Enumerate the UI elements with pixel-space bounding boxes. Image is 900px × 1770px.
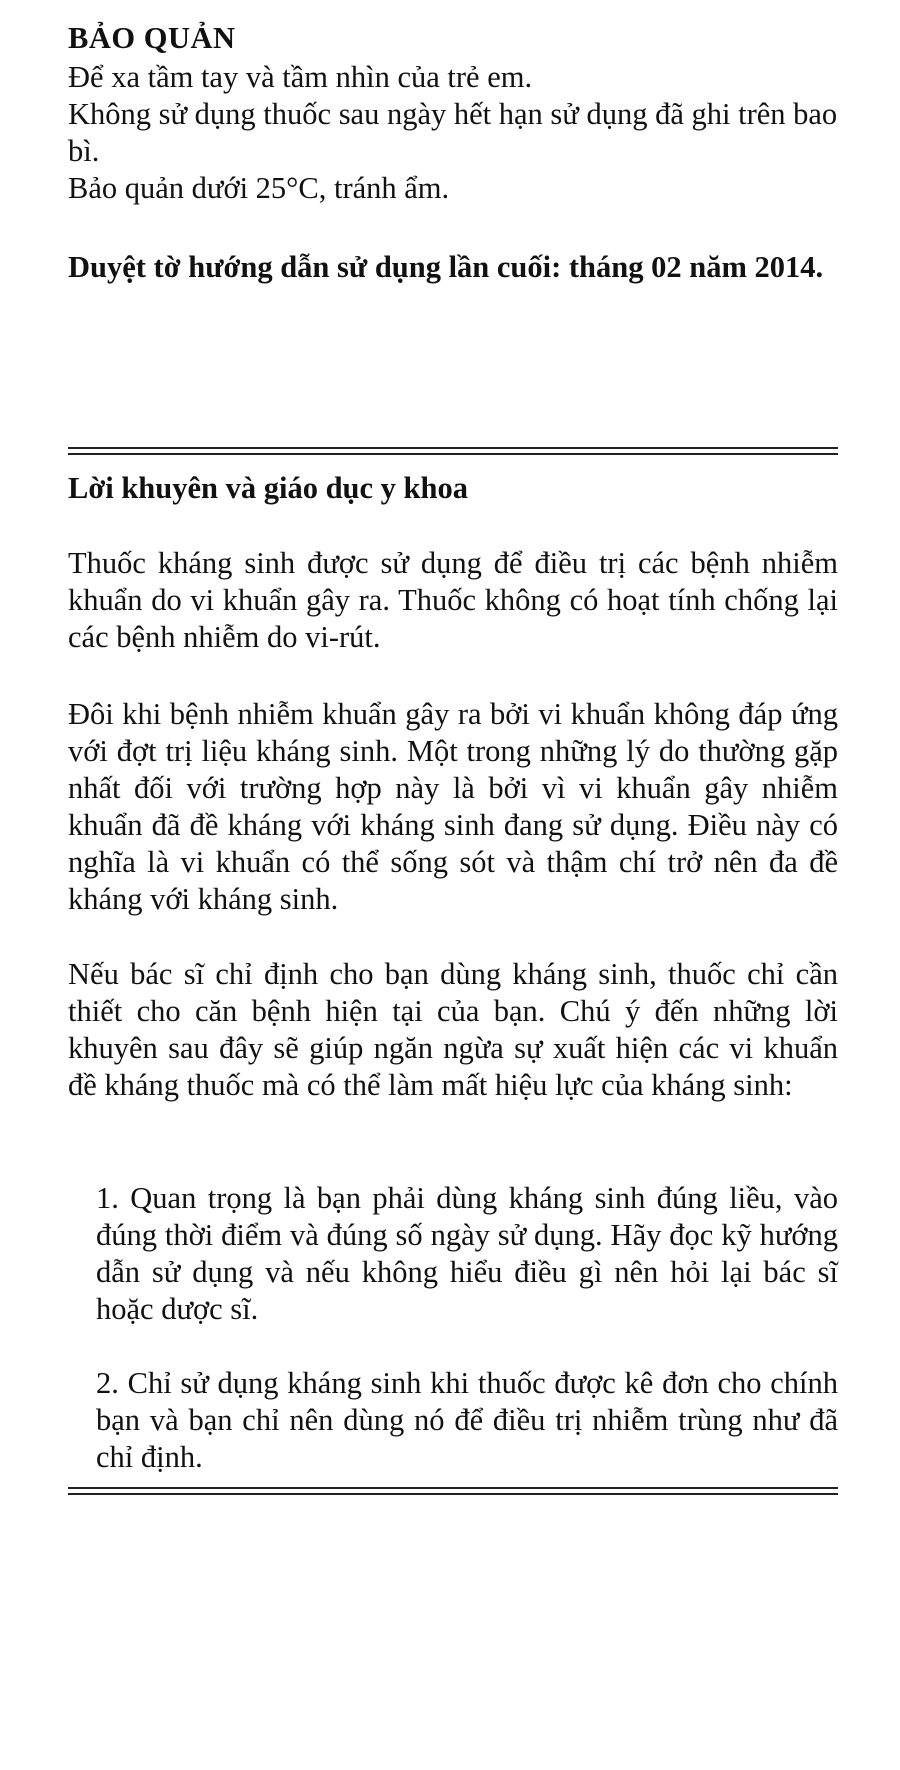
advice-paragraph-3: Nếu bác sĩ chỉ định cho bạn dùng kháng sinh, thuốc chỉ cần thiết cho căn bệnh hiện tại của bạn. Chú ý đến những lời khuyên sau đây sẽ giúp ngăn ngừa sự xuất hiện các vi khuẩn đề kháng thuốc mà có thể làm mất hiệu lực của kháng sinh:	[68, 957, 838, 1102]
revision-date: Duyệt tờ hướng dẫn sử dụng lần cuối: tháng 02 năm 2014.	[68, 250, 824, 284]
advice-list-item-2: 2. Chỉ sử dụng kháng sinh khi thuốc được kê đơn cho chính bạn và bạn chỉ nên dùng nó để điều trị nhiễm trùng như đã chỉ định.	[96, 1366, 838, 1474]
storage-line-children: Để xa tầm tay và tầm nhìn của trẻ em.	[68, 60, 533, 94]
advice-heading: Lời khuyên và giáo dục y khoa	[68, 471, 468, 505]
advice-paragraph-1: Thuốc kháng sinh được sử dụng để điều trị các bệnh nhiễm khuẩn do vi khuẩn gây ra. Thuốc không có hoạt tính chống lại các bệnh nhiễm do vi-rút.	[68, 546, 838, 654]
storage-heading: BẢO QUẢN	[68, 21, 236, 55]
double-divider-top	[68, 447, 838, 455]
double-divider-bottom	[68, 1487, 838, 1495]
storage-line-expiry: Không sử dụng thuốc sau ngày hết hạn sử dụng đã ghi trên bao bì.	[68, 97, 838, 168]
advice-list-item-1: 1. Quan trọng là bạn phải dùng kháng sinh đúng liều, vào đúng thời điểm và đúng số ngày sử dụng. Hãy đọc kỹ hướng dẫn sử dụng và nếu không hiểu điều gì nên hỏi lại bác sĩ hoặc dược sĩ.	[96, 1181, 838, 1326]
advice-paragraph-2: Đôi khi bệnh nhiễm khuẩn gây ra bởi vi khuẩn không đáp ứng với đợt trị liệu kháng sinh. Một trong những lý do thường gặp nhất đối với trường hợp này là bởi vì vi khuẩn gây nhiễm khuẩn đã đề kháng với kháng sinh đang sử dụng. Điều này có nghĩa là vi khuẩn có thể sống sót và thậm chí trở nên đa đề kháng với kháng sinh.	[68, 697, 838, 916]
storage-instructions	[68, 59, 838, 207]
storage-line-temperature: Bảo quản dưới 25°C, tránh ẩm.	[68, 171, 450, 205]
